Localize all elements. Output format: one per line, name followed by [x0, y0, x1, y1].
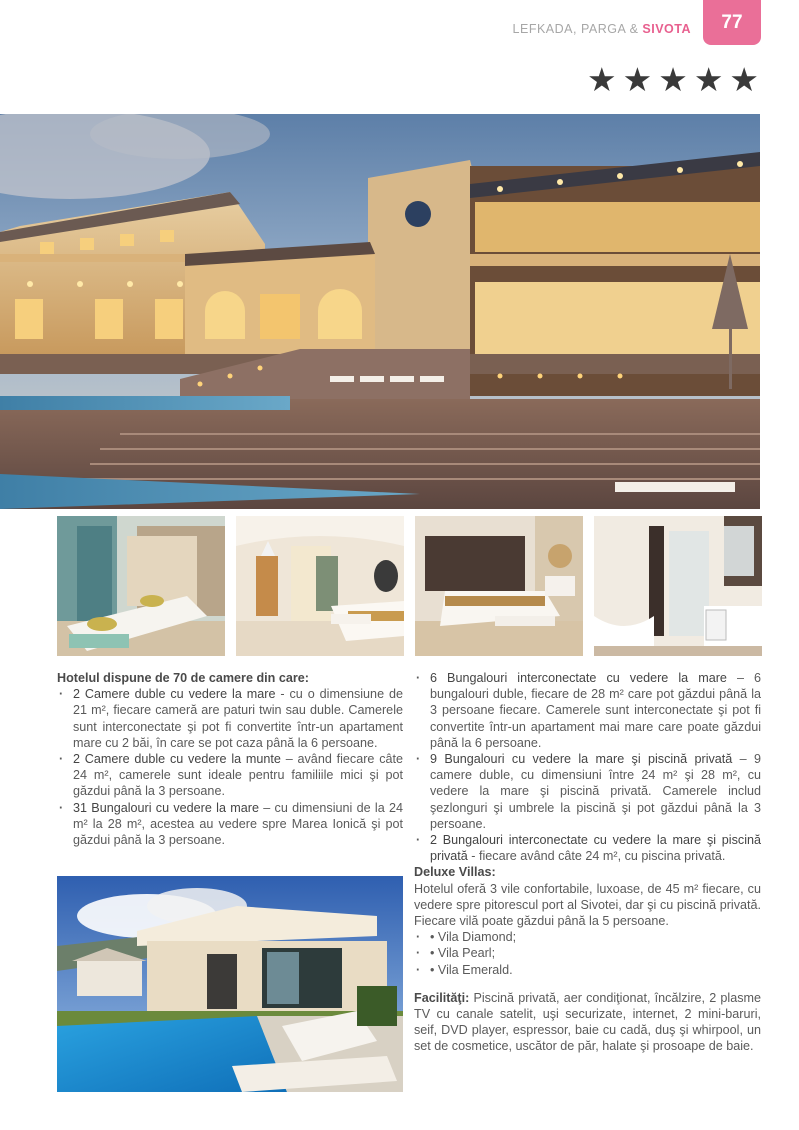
star-rating: [587, 63, 759, 96]
item-text: – cu dimensiuni de la 24 m² la 28 m², acestea au vedere spre Marea Ionică şi pot găzdui până la 3 persoane.: [73, 800, 403, 848]
room-list-left: [57, 686, 403, 848]
facilities-label: Facilităţi:: [414, 990, 470, 1005]
hotel-hero-photo: [0, 114, 760, 509]
deluxe-villas-text: Hotelul oferă 3 vile confortabile, luxoase, de 45 m² fiecare, cu vedere spre pitorescul port al Sivotei, dar şi cu piscină privată. Fiecare vilă poate găzdui până la 5 persoane.: [414, 881, 761, 929]
star-icon: ★: [622, 61, 653, 98]
villa-pool-photo: [57, 876, 403, 1092]
list-item: [57, 800, 403, 849]
item-title: 31 Bungalouri cu vedere la mare: [73, 800, 259, 815]
star-icon: ★: [693, 61, 724, 98]
page-number: 77: [703, 0, 761, 45]
facilities-text: Piscină privată, aer condiţionat, încălzire, 2 plasme TV cu canale satelit, uşi securizate, internet, 2 mini-baruri, seif, DVD player, espressor, baie cu cadă, duş şi whirpool, un set de cosmetice, uscător de păr, halate şi prosoape de baie.: [414, 990, 761, 1054]
list-item: [414, 670, 761, 751]
bathroom-photo: [594, 516, 762, 656]
item-title: 6 Bungalouri interconectate cu vedere la mare: [430, 671, 727, 685]
facilities-paragraph: [414, 990, 761, 1055]
star-icon: ★: [729, 61, 759, 98]
item-title: 2 Camere duble cu vedere la munte: [73, 752, 281, 767]
item-title: 2 Bungalouri interconectate cu vedere la mare şi piscină privată: [430, 833, 761, 864]
room-list-right: [414, 670, 761, 864]
rooms-heading: Hotelul dispune de 70 de camere din care:: [57, 671, 309, 685]
list-item: [414, 751, 761, 832]
item-text: – 6 bungalouri duble, fiecare de 28 m² care pot găzdui până la 3 persoane fiecare. Camerele sunt interconectate şi pot fi convertite într-un apartament mai mare care poate găzdui până la 6 persoane.: [430, 671, 762, 750]
section-prefix: LEFKADA, PARGA &: [512, 22, 643, 36]
item-title: 2 Camere duble cu vedere la mare: [73, 687, 276, 702]
list-item: [414, 832, 761, 864]
list-item: [57, 686, 403, 751]
list-item: [57, 751, 403, 800]
item-text: – 9 camere duble, cu dimensiuni între 24 m² şi 28 m², cu vedere la mare şi piscină privată. Camerele includ şezlonguri şi umbrele la piscină şi pot găzdui până la 3 persoane.: [430, 752, 761, 831]
left-text-column: [57, 670, 403, 848]
section-highlight: SIVOTA: [642, 22, 691, 36]
room-photo-3: [415, 516, 583, 656]
star-icon: ★: [587, 61, 617, 98]
right-text-column: [414, 670, 761, 1055]
star-icon: ★: [658, 61, 688, 98]
item-text: - fiecare având câte 24 m², cu piscina privată.: [467, 849, 726, 864]
room-photo-2: [236, 516, 404, 656]
item-text: - cu o dimensiune de 21 m², fiecare cameră are paturi twin sau duble. Camerele sunt interconectate şi pot fi convertite într-un apartament mare cu 2 băi, în care se pot caza până la 6 persoane.: [73, 687, 404, 750]
item-title: 9 Bungalouri cu vedere la mare şi piscină privată: [430, 752, 733, 767]
room-photo-1: [57, 516, 225, 656]
list-item: · • Vila Diamond;: [414, 929, 761, 945]
villa-list: [414, 929, 761, 978]
item-text: – având fiecare câte 24 m², camerele sunt ideale pentru familiile mici şi pot găzdui până la 3 persoane.: [73, 752, 403, 799]
list-item: · • Vila Emerald.: [414, 962, 761, 978]
deluxe-villas-heading: Deluxe Villas:: [414, 865, 496, 880]
section-header: [513, 22, 691, 36]
list-item: · • Vila Pearl;: [414, 945, 761, 961]
